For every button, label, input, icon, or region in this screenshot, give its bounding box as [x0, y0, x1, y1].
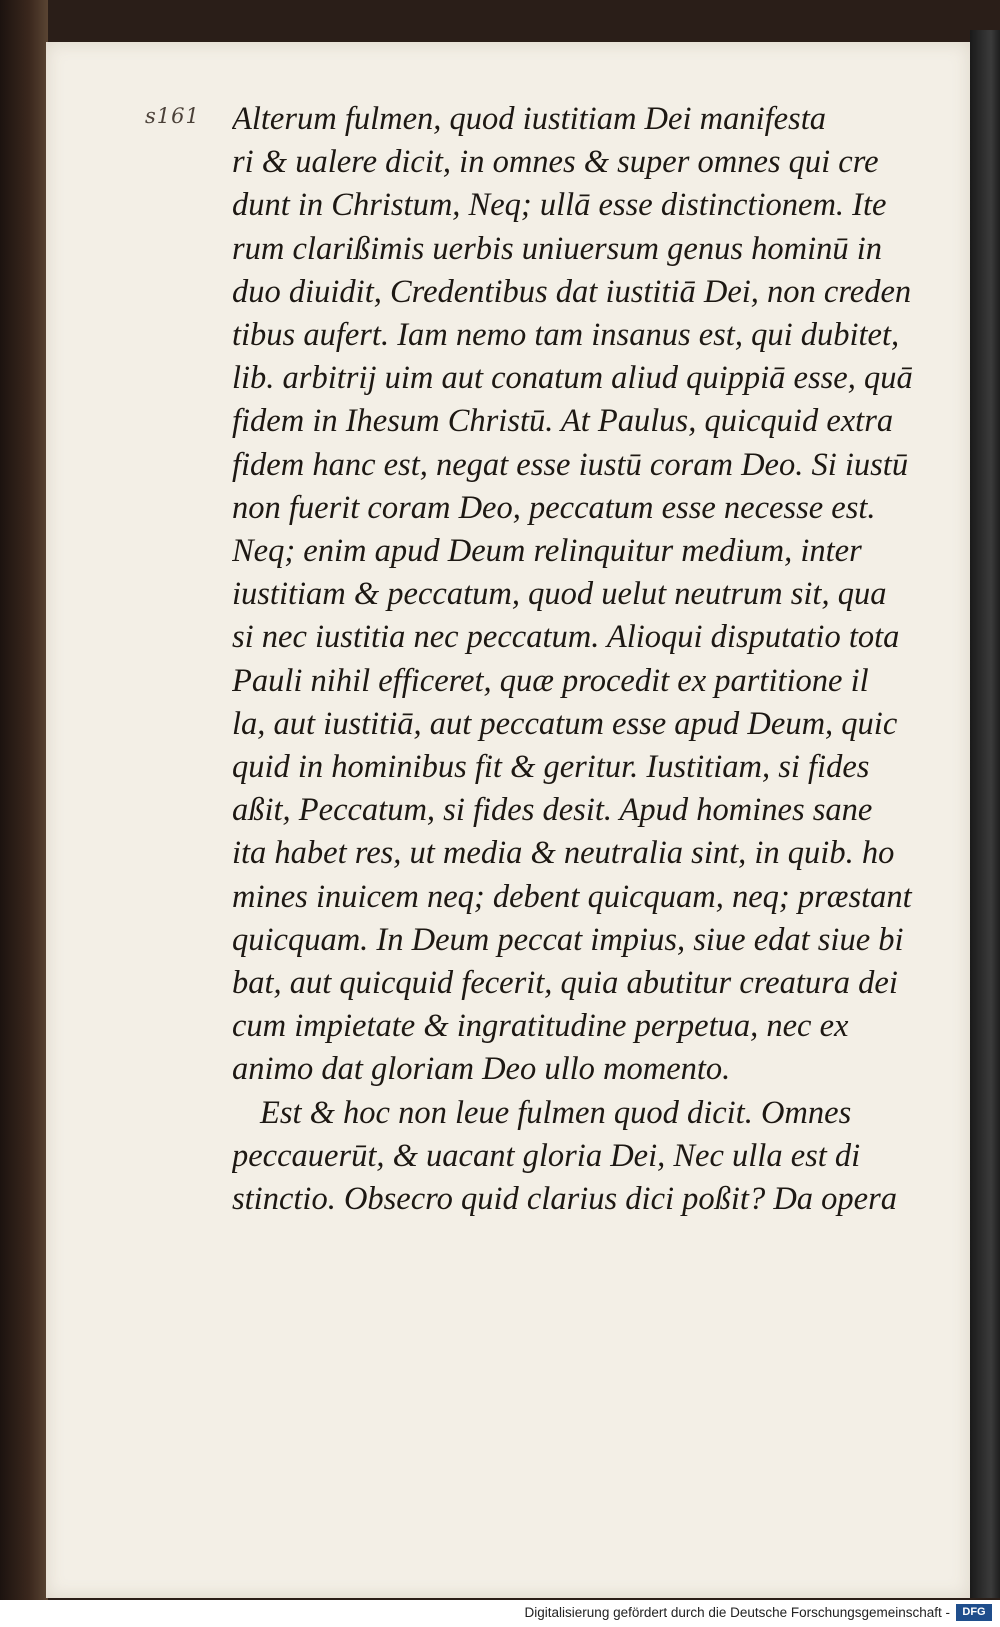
text-line: aßit, Peccatum, si fides desit. Apud homines sane — [232, 792, 873, 829]
footer-bar — [0, 1600, 1000, 1627]
folio-number: s161 — [145, 104, 200, 128]
text-line: Pauli nihil efficeret, quæ procedit ex partitione il — [232, 662, 869, 699]
text-line: ri & ualere dicit, in omnes & super omnes qui cre — [232, 144, 879, 181]
text-line: quicquam. In Deum peccat impius, siue edat siue bi — [232, 921, 904, 958]
text-line: lib. arbitrij uim aut conatum aliud quippiā esse, quā — [232, 360, 913, 397]
page-text — [232, 98, 922, 1221]
text-line: peccauerūt, & uacant gloria Dei, Nec ulla est di — [232, 1137, 861, 1174]
text-line: la, aut iustitiā, aut peccatum esse apud Deum, quic — [232, 705, 898, 742]
text-line: Neq; enim apud Deum relinquitur medium, inter — [232, 533, 862, 570]
text-line: non fuerit coram Deo, peccatum esse necesse est. — [232, 489, 876, 526]
text-line: cum impietate & ingratitudine perpetua, nec ex — [232, 1008, 849, 1045]
text-line: bat, aut quicquid fecerit, quia abutitur creatura dei — [232, 965, 898, 1002]
text-line: fidem in Ihesum Christū. At Paulus, quicquid extra — [232, 403, 894, 440]
funding-credit: Digitalisierung gefördert durch die Deutsche Forschungsgemeinschaft - — [524, 1605, 950, 1620]
text-line: rum clarißimis uerbis uniuersum genus hominū in — [232, 230, 882, 267]
scan-border-strip — [970, 30, 1000, 1598]
text-line: animo dat gloriam Deo ullo momento. — [232, 1051, 731, 1088]
text-line: iustitiam & peccatum, quod uelut neutrum sit, qua — [232, 576, 887, 613]
paragraph-start-line: Est & hoc non leue fulmen quod dicit. Omnes — [260, 1094, 852, 1131]
text-line: duo diuidit, Credentibus dat iustitiā Dei, non creden — [232, 273, 912, 310]
text-line: Alterum fulmen, quod iustitiam Dei manifesta — [232, 101, 826, 137]
text-line: dunt in Christum, Neq; ullā esse distinctionem. Ite — [232, 187, 887, 224]
text-line: si nec iustitia nec peccatum. Alioqui disputatio tota — [232, 619, 900, 656]
text-line: ita habet res, ut media & neutralia sint, in quib. ho — [232, 835, 895, 872]
text-line: tibus aufert. Iam nemo tam insanus est, qui dubitet, — [232, 317, 900, 354]
book-backdrop-edge — [0, 0, 48, 1600]
dfg-logo: DFG — [956, 1604, 992, 1621]
text-line: fidem hanc est, negat esse iustū coram Deo. Si iustū — [232, 446, 909, 483]
text-line: stinctio. Obsecro quid clarius dici poßit? Da opera — [232, 1181, 897, 1218]
text-line: quid in hominibus fit & geritur. Iustitiam, si fides — [232, 749, 870, 786]
text-line: mines inuicem neq; debent quicquam, neq; præstant — [232, 878, 912, 915]
